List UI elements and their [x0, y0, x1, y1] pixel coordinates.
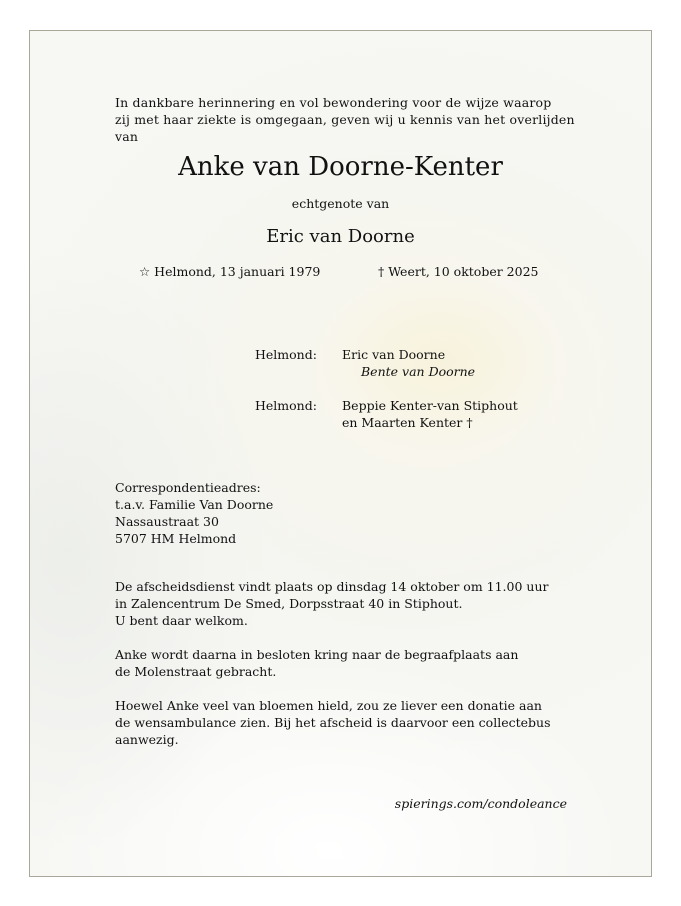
condolence-link[interactable]: spierings.com/condoleance: [394, 796, 567, 811]
donation-info: [115, 697, 551, 748]
family-place: Helmond:: [255, 347, 317, 362]
family-names: [342, 397, 518, 431]
address-line: Correspondentieadres:: [115, 480, 261, 495]
spouse-name: Eric van Doorne: [266, 226, 415, 247]
address-line: 5707 HM Helmond: [115, 531, 237, 546]
spouse-label: echtgenote van: [291, 196, 390, 211]
family-member: en Maarten Kenter †: [342, 415, 473, 430]
text-line: De afscheidsdienst vindt plaats op dinsdag 14 oktober om 11.00 uur: [115, 579, 549, 594]
family-member: Beppie Kenter-van Stiphout: [342, 398, 518, 413]
deceased-name: Anke van Doorne-Kenter: [178, 152, 503, 182]
address-line: t.a.v. Familie Van Doorne: [115, 497, 274, 512]
address-line: Nassaustraat 30: [115, 514, 219, 529]
correspondence-address: [115, 479, 273, 547]
text-line: U bent daar welkom.: [115, 613, 248, 628]
family-member: Eric van Doorne: [342, 347, 446, 362]
death-notice: [29, 30, 652, 877]
family-names: [342, 346, 475, 380]
text-line: in Zalencentrum De Smed, Dorpsstraat 40 in Stiphout.: [115, 596, 463, 611]
intro-line: In dankbare herinnering en vol bewondering voor de wijze waarop: [115, 95, 552, 110]
family-member-child: Bente van Doorne: [361, 364, 476, 379]
intro-text: [115, 94, 575, 145]
intro-line: zij met haar ziekte is omgegaan, geven wij u kennis van het overlijden: [115, 112, 575, 127]
family-place: Helmond:: [255, 398, 317, 413]
service-info: [115, 578, 549, 629]
text-line: de wensambulance zien. Bij het afscheid is daarvoor een collectebus: [115, 715, 551, 730]
burial-info: [115, 646, 518, 680]
text-line: Hoewel Anke veel van bloemen hield, zou ze liever een donatie aan: [115, 698, 542, 713]
text-line: Anke wordt daarna in besloten kring naar de begraafplaats aan: [115, 647, 519, 662]
birth-info: ☆ Helmond, 13 januari 1979: [139, 264, 321, 279]
text-line: aanwezig.: [115, 732, 179, 747]
text-line: de Molenstraat gebracht.: [115, 664, 277, 679]
intro-line: van: [115, 129, 139, 144]
death-info: † Weert, 10 oktober 2025: [378, 264, 539, 279]
